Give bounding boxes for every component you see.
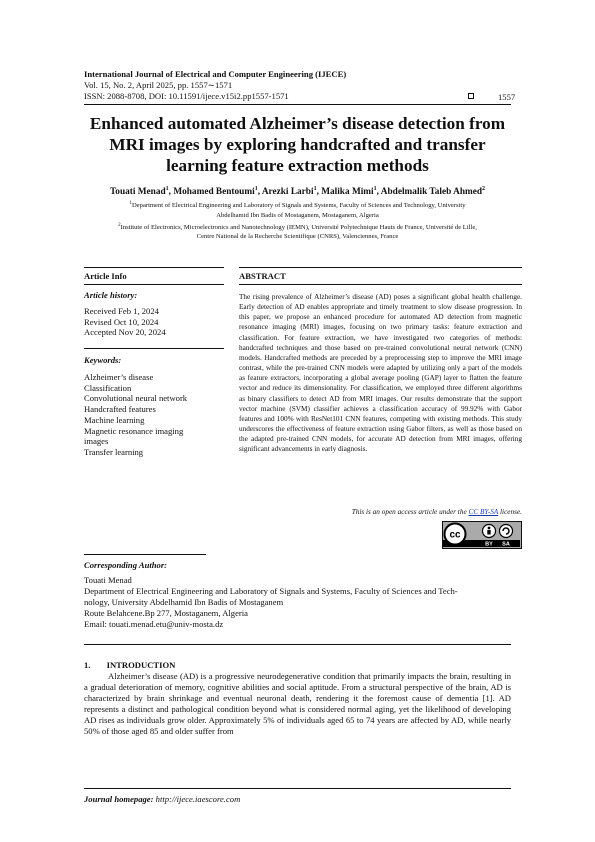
section-number: 1. [84, 660, 91, 670]
section-divider [84, 644, 511, 645]
affiliation-1-cont: Abdelhamid Ibn Badis of Mostaganem, Mostaganem, Algeria [216, 211, 379, 219]
paper-title [84, 113, 511, 176]
abstract-heading: ABSTRACT [239, 271, 286, 281]
introduction-body [84, 671, 511, 736]
homepage-link[interactable]: http://ijece.iaescore.com [155, 794, 241, 804]
revised-date: Revised Oct 10, 2024 [84, 316, 159, 327]
svg-text:SA: SA [502, 541, 510, 547]
title-line-1: Enhanced automated Alzheimer’s disease detection from [89, 114, 506, 133]
paragraph: Alzheimer’s disease (AD) is a progressive neurodegenerative condition that primarily impacts the brain, resulting in a gradual deterioration of memory, cognitive abilities and social aptitude. From a structural perspective of the brain, AD is characterized by brain shrinkage and eventual neuronal death, rendering it the foremost cause of dementia [1]. AD represents a distinct and pathological condition beyond what is considered normal aging, yet the likelihood of developing AD rises as individuals grow older. Approximately 5% of individuals aged 65 to 74 years are affected by AD, while nearly 50% of those aged 85 and older suffer from [84, 671, 511, 736]
corresponding-rule [84, 554, 206, 555]
journal-homepage [84, 794, 240, 804]
keyword: Magnetic resonance imaging [84, 425, 184, 436]
corresponding-details [84, 575, 511, 630]
volume-line: Vol. 15, No. 2, April 2025, pp. 1557∼1571 [84, 80, 233, 90]
journal-header [84, 69, 346, 102]
keywords-rule [84, 348, 224, 349]
keyword: Alzheimer’s disease [84, 372, 154, 382]
keyword: Classification [84, 382, 132, 393]
title-line-2: MRI images by exploring handcrafted and transfer [109, 135, 486, 154]
keywords-list [84, 372, 187, 458]
author: Arezki Larbi$^1$ [261, 186, 317, 198]
homepage-label: Journal homepage: [84, 794, 154, 804]
corresponding-heading: Corresponding Author: [84, 560, 168, 570]
abstract-text: The rising prevalence of Alzheimer’s disease (AD) poses a significant global health challenge. Early detection of AD enables appropriate and timely treatment to slow disease progression. In this paper, we propose an enhanced procedure for automated AD detection from magnetic resonance imaging (MRI) images, focusing on two primary tasks: feature extraction and classification. For feature extraction, we have investigated two categories of methods: handcrafted techniques and those based on pre-trained convolutional neural network (CNN) models. Handcrafted methods are preceded by a preprocessing step to improve the MRI image contrast, while the pre-trained CNN models were adapted by utilizing only a part of the models as feature extractors, incorporating a global average pooling (GAP) layer to flatten the feature vector and reduce its dimensionality. For classification, we employed three different algorithms as binary classifiers to detect AD from MRI images. Our results demonstrate that the support vector machine (SVM) classifier achieves a classification accuracy of 99.92% with Gabor features and 100% with ResNet101 CNN features, competing with existing methods. This study underscores the effectiveness of feature extraction using Gabor filters, as well as those based on the adapted pre-trained CNN models, for accurate AD detection from MRI images, offering significant advancements in early diagnosis. [239, 293, 522, 454]
svg-text:BY: BY [485, 541, 493, 547]
received-date: Received Feb 1, 2024 [84, 306, 159, 316]
license-statement: This is an open access article under the CC BY-SA license. [351, 508, 522, 516]
corresponding-email[interactable]: Email: touati.menad.etu@univ-mosta.dz [84, 619, 224, 629]
abstract-rule [239, 284, 522, 285]
corresponding-name: Touati Menad [84, 575, 132, 585]
author-list: Touati Menad$^1$, Mohamed Bentoumi$^1$, Arezki Larbi$^1$, Malika Mimi$^1$, Abdelmalik Taleb Ahmed$^2$ [109, 186, 486, 198]
corresponding-address: Route Belahcene.Bp 277, Mostaganem, Algeria [84, 608, 248, 618]
article-history-heading: Article history: [84, 290, 138, 300]
header-rule [84, 104, 511, 105]
article-info-top-rule [84, 267, 224, 268]
section-title: INTRODUCTION [106, 660, 176, 670]
title-line-3: learning feature extraction methods [166, 156, 429, 175]
keyword: Machine learning [84, 414, 145, 425]
affiliations [84, 199, 511, 242]
keyword: Handcrafted features [84, 404, 156, 415]
author: Touati Menad$^1$ [109, 186, 169, 198]
article-info-heading: Article Info [84, 271, 127, 281]
cc-by-sa-link[interactable]: CC BY-SA [468, 508, 499, 516]
keyword: Convolutional neural network [84, 393, 188, 404]
cc-license-icon [443, 522, 520, 547]
author: Abdelmalik Taleb Ahmed$^2$ [380, 186, 486, 198]
journal-name: International Journal of Electrical and Computer Engineering (IJECE) [84, 69, 347, 79]
section-heading [84, 660, 175, 670]
affiliation-2-cont: Centre National de la Recherche Scientifique (CNRS), Valenciennes, France [196, 233, 399, 241]
page-number: 1557 [498, 92, 516, 102]
svg-text:cc: cc [449, 529, 461, 541]
affiliation-2: $^2$Institute of Electronics, Microelectronics and Nanotechnology (IEMN), Université Polytechnique Hauts de France, Université de Lille, [118, 222, 477, 231]
square-icon [468, 93, 474, 99]
corresponding-dept: Department of Electrical Engineering and Laboratory of Signals and Systems, Faculty of Sciences and Tech- [84, 586, 458, 596]
keyword: Transfer learning [84, 446, 144, 457]
abstract-top-rule [239, 267, 522, 268]
corresponding-dept-cont: nology, University Abdelhamid Ibn Badis of Mostaganem [84, 597, 284, 607]
affiliation-1: $^1$Department of Electrical Engineering and Laboratory of Signals and Systems, Faculty of Sciences and Technology, University [129, 201, 466, 210]
author: Malika Mimi$^1$ [321, 186, 377, 198]
accepted-date: Accepted Nov 20, 2024 [84, 327, 166, 338]
article-info-rule [84, 284, 224, 285]
issn-doi-line: ISSN: 2088-8708, DOI: 10.11591/ijece.v15i2.pp1557-1571 [84, 91, 289, 101]
article-history [84, 306, 166, 338]
footer-rule [84, 788, 511, 789]
keyword: images [84, 436, 109, 447]
keywords-heading: Keywords: [84, 355, 122, 365]
cc-by-sa-badge[interactable] [442, 521, 522, 549]
author: Mohamed Bentoumi$^1$ [173, 186, 258, 198]
